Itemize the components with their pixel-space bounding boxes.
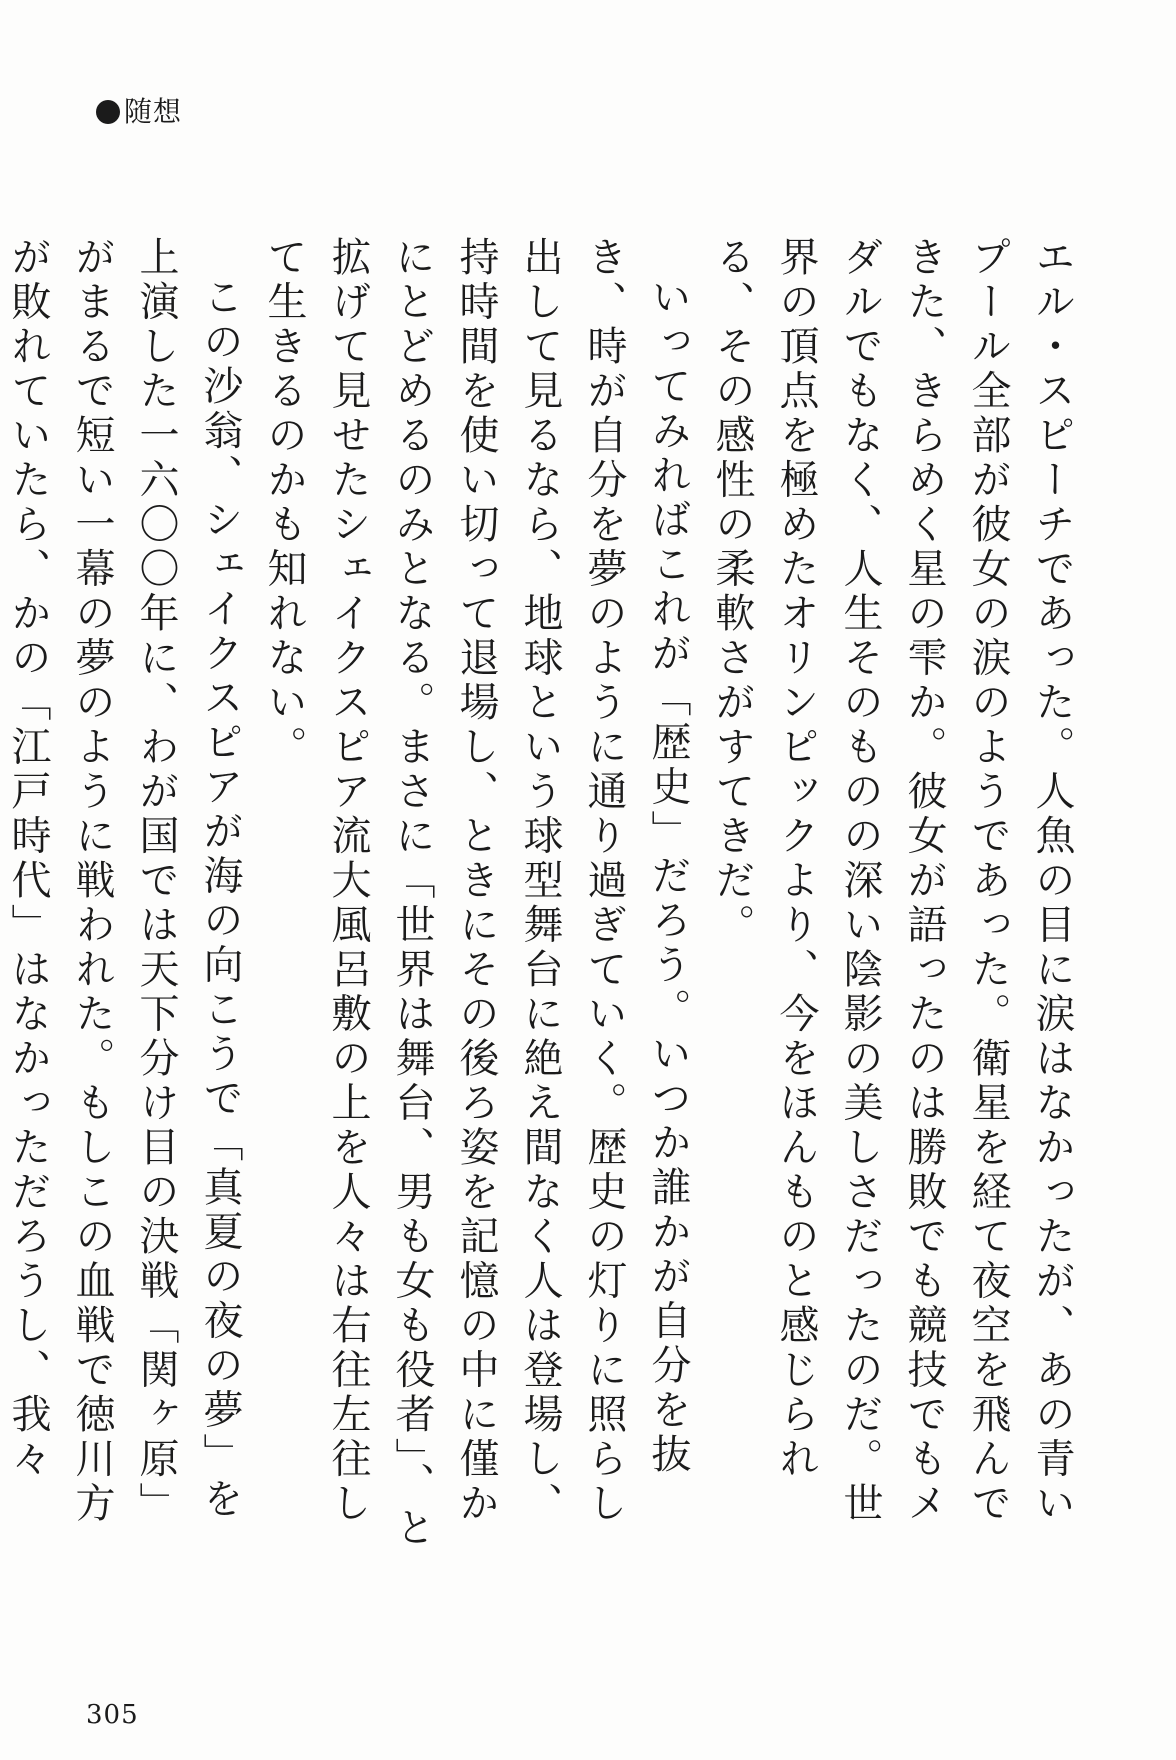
paragraph-3: この沙翁、シェイクスピアが海の向こうで「真夏の夜の夢」を上演した一六〇〇年に、わが国では天下分け目の決戦「関ヶ原」がまるで短い一幕の夢のように戦われた。もしこの血戦で徳川方が敗れていたら、かの「江戸時代」はなかっただろうし、我々 <box>5 236 243 1527</box>
paragraph-2: いってみればこれが「歴史」だろう。いつか誰かが自分を抜き、時が自分を夢のように通り過ぎていく。歴史の灯りに照らし出して見るなら、地球という球型舞台に絶え間なく人は登場し、持時間を使い切って退場し、ときにその後ろ姿を記憶の中に僅かにとどめるのみとなる。まさに「世界は舞台、男も女も役者」、と拡げて見せたシェイクスピア流大風呂敷の上を人々は右往左往して生きるのかも知れない。 <box>261 236 691 1551</box>
bullet-icon <box>96 100 120 124</box>
section-header <box>96 92 182 132</box>
paragraph-1: エル・スピーチであった。人魚の目に涙はなかったが、あの青いプール全部が彼女の涙のようであった。衛星を経て夜空を飛んできた、きらめく星の雫か。彼女が語ったのは勝敗でも競技でもメダルでもなく、人生そのものの深い陰影の美しさだったのだ。世界の頂点を極めたオリンピックより、今をほんものと感じられる、その感性の柔軟さがすてきだ。 <box>709 236 1075 1527</box>
vertical-body-text <box>5 236 1084 1556</box>
page-number: 305 <box>86 1700 139 1730</box>
section-title: 随想 <box>124 95 183 128</box>
